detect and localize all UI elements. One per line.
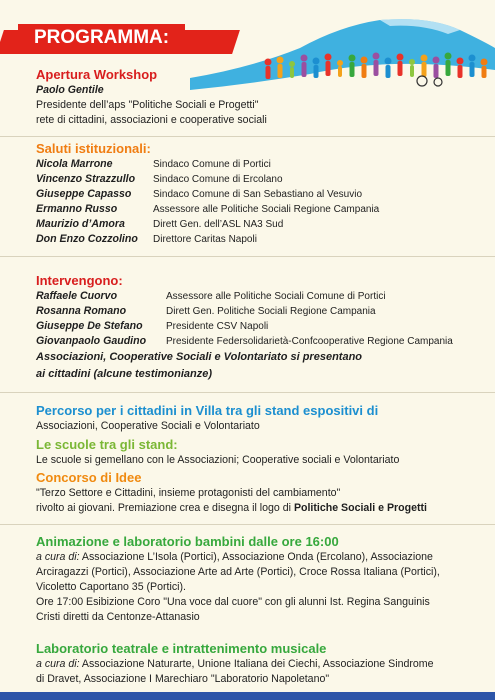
greeting-name: Vincenzo Strazzullo <box>36 173 136 185</box>
divider <box>0 256 495 257</box>
greetings-heading: Saluti istituzionali: <box>36 141 151 156</box>
speakers-note-2: ai cittadini (alcune testimonianze) <box>36 368 213 380</box>
speaker-name: Raffaele Cuorvo <box>36 290 118 302</box>
speaker-row <box>36 289 453 304</box>
speaker-role: Presidente Federsolidarietà-Confcooperative Regione Campania <box>166 336 453 347</box>
kids-line-4: Ore 17:00 Esibizione Coro "Una voce dal cuore" con gli alunni Ist. Regina Sanguinis <box>36 596 430 608</box>
speaker-name: Giovanpaolo Gaudino <box>36 335 147 347</box>
greeting-role: Sindaco Comune di Ercolano <box>153 174 283 185</box>
greeting-name: Giuseppe Capasso <box>36 188 132 200</box>
speaker-name: Giuseppe De Stefano <box>36 320 143 332</box>
speakers-section <box>36 272 453 383</box>
speaker-role: Presidente CSV Napoli <box>166 321 269 332</box>
speaker-row <box>36 334 453 349</box>
route-text: Associazioni, Cooperative Sociali e Volontariato <box>36 420 260 432</box>
theatre-line-1 <box>36 657 434 672</box>
greeting-role: Dirett Gen. dell’ASL NA3 Sud <box>153 219 284 230</box>
contest-text-2-bold: Politiche Sociali e Progetti <box>293 502 427 514</box>
speaker-role: Assessore alle Politiche Sociali Comune di Portici <box>166 291 386 302</box>
greeting-row <box>36 172 379 187</box>
opening-desc-1: Presidente dell’aps "Politiche Sociali e Progetti" <box>36 99 259 111</box>
kids-section <box>36 533 440 625</box>
contest-text-2-plain: rivolto ai giovani. Premiazione crea e disegna il logo di <box>36 502 294 514</box>
speakers-note-1: Associazioni, Cooperative Sociali e Volontariato si presentano <box>36 351 363 363</box>
kids-curated-label: a cura di: <box>36 551 80 563</box>
greeting-role: Sindaco Comune di Portici <box>153 159 271 170</box>
greeting-row <box>36 232 379 247</box>
greeting-name: Don Enzo Cozzolino <box>36 233 138 245</box>
greeting-row <box>36 217 379 232</box>
greetings-section <box>36 140 379 247</box>
opening-heading: Apertura Workshop <box>36 67 158 82</box>
greeting-name: Ermanno Russo <box>36 203 118 215</box>
speaker-row <box>36 319 453 334</box>
greeting-name: Nicola Marrone <box>36 158 113 170</box>
divider <box>0 524 495 525</box>
contest-text-2 <box>36 501 427 516</box>
kids-line-2: Arciragazzi (Portici), Associazione Arte ad Arte (Portici), Croce Rossa Italiana (Portici), <box>36 566 440 578</box>
contest-heading: Concorso di Idee <box>36 470 142 485</box>
bottom-bar <box>0 692 495 700</box>
kids-line-5: Cristi diretti da Centonze-Attanasio <box>36 611 200 623</box>
speakers-heading: Intervengono: <box>36 273 123 288</box>
theatre-section <box>36 640 434 687</box>
kids-line-1-text: Associazione L’Isola (Portici), Associazione Onda (Ercolano), Associazione <box>79 551 433 563</box>
schools-heading: Le scuole tra gli stand: <box>36 437 178 452</box>
kids-line-3: Vicoletto Caportano 35 (Portici). <box>36 581 186 593</box>
greeting-row <box>36 187 379 202</box>
route-heading: Percorso per i cittadini in Villa tra gli stand espositivi di <box>36 403 379 418</box>
schools-section <box>36 436 399 468</box>
opening-desc-2: rete di cittadini, associazioni e cooperative sociali <box>36 114 267 126</box>
theatre-heading: Laboratorio teatrale e intrattenimento musicale <box>36 641 327 656</box>
speaker-row <box>36 304 453 319</box>
greeting-role: Sindaco Comune di San Sebastiano al Vesuvio <box>153 189 363 200</box>
speaker-name: Rosanna Romano <box>36 305 127 317</box>
greeting-name: Maurizio d’Amora <box>36 218 125 230</box>
divider <box>0 392 495 393</box>
program-title: PROGRAMMA: <box>18 24 185 52</box>
theatre-line-1-text: Associazione Naturarte, Unione Italiana dei Ciechi, Associazione Sindrome <box>79 658 434 670</box>
contest-text-1: "Terzo Settore e Cittadini, insieme protagonisti del cambiamento" <box>36 487 341 499</box>
greeting-role: Assessore alle Politiche Sociali Regione Campania <box>153 204 380 215</box>
contest-section <box>36 469 427 516</box>
theatre-curated-label: a cura di: <box>36 658 80 670</box>
kids-line-1 <box>36 550 440 565</box>
opening-speaker: Paolo Gentile <box>36 84 104 96</box>
greeting-row <box>36 202 379 217</box>
divider <box>0 136 495 137</box>
theatre-line-2: di Dravet, Associazione I Marechiaro "Laboratorio Napoletano" <box>36 673 330 685</box>
speaker-role: Dirett Gen. Politiche Sociali Regione Campania <box>166 306 376 317</box>
greeting-row <box>36 157 379 172</box>
route-section <box>36 402 378 434</box>
opening-section <box>36 66 267 128</box>
schools-text: Le scuole si gemellano con le Associazioni; Cooperative sociali e Volontariato <box>36 454 400 466</box>
greeting-role: Direttore Caritas Napoli <box>153 234 257 245</box>
kids-heading: Animazione e laboratorio bambini dalle ore 16:00 <box>36 534 339 549</box>
